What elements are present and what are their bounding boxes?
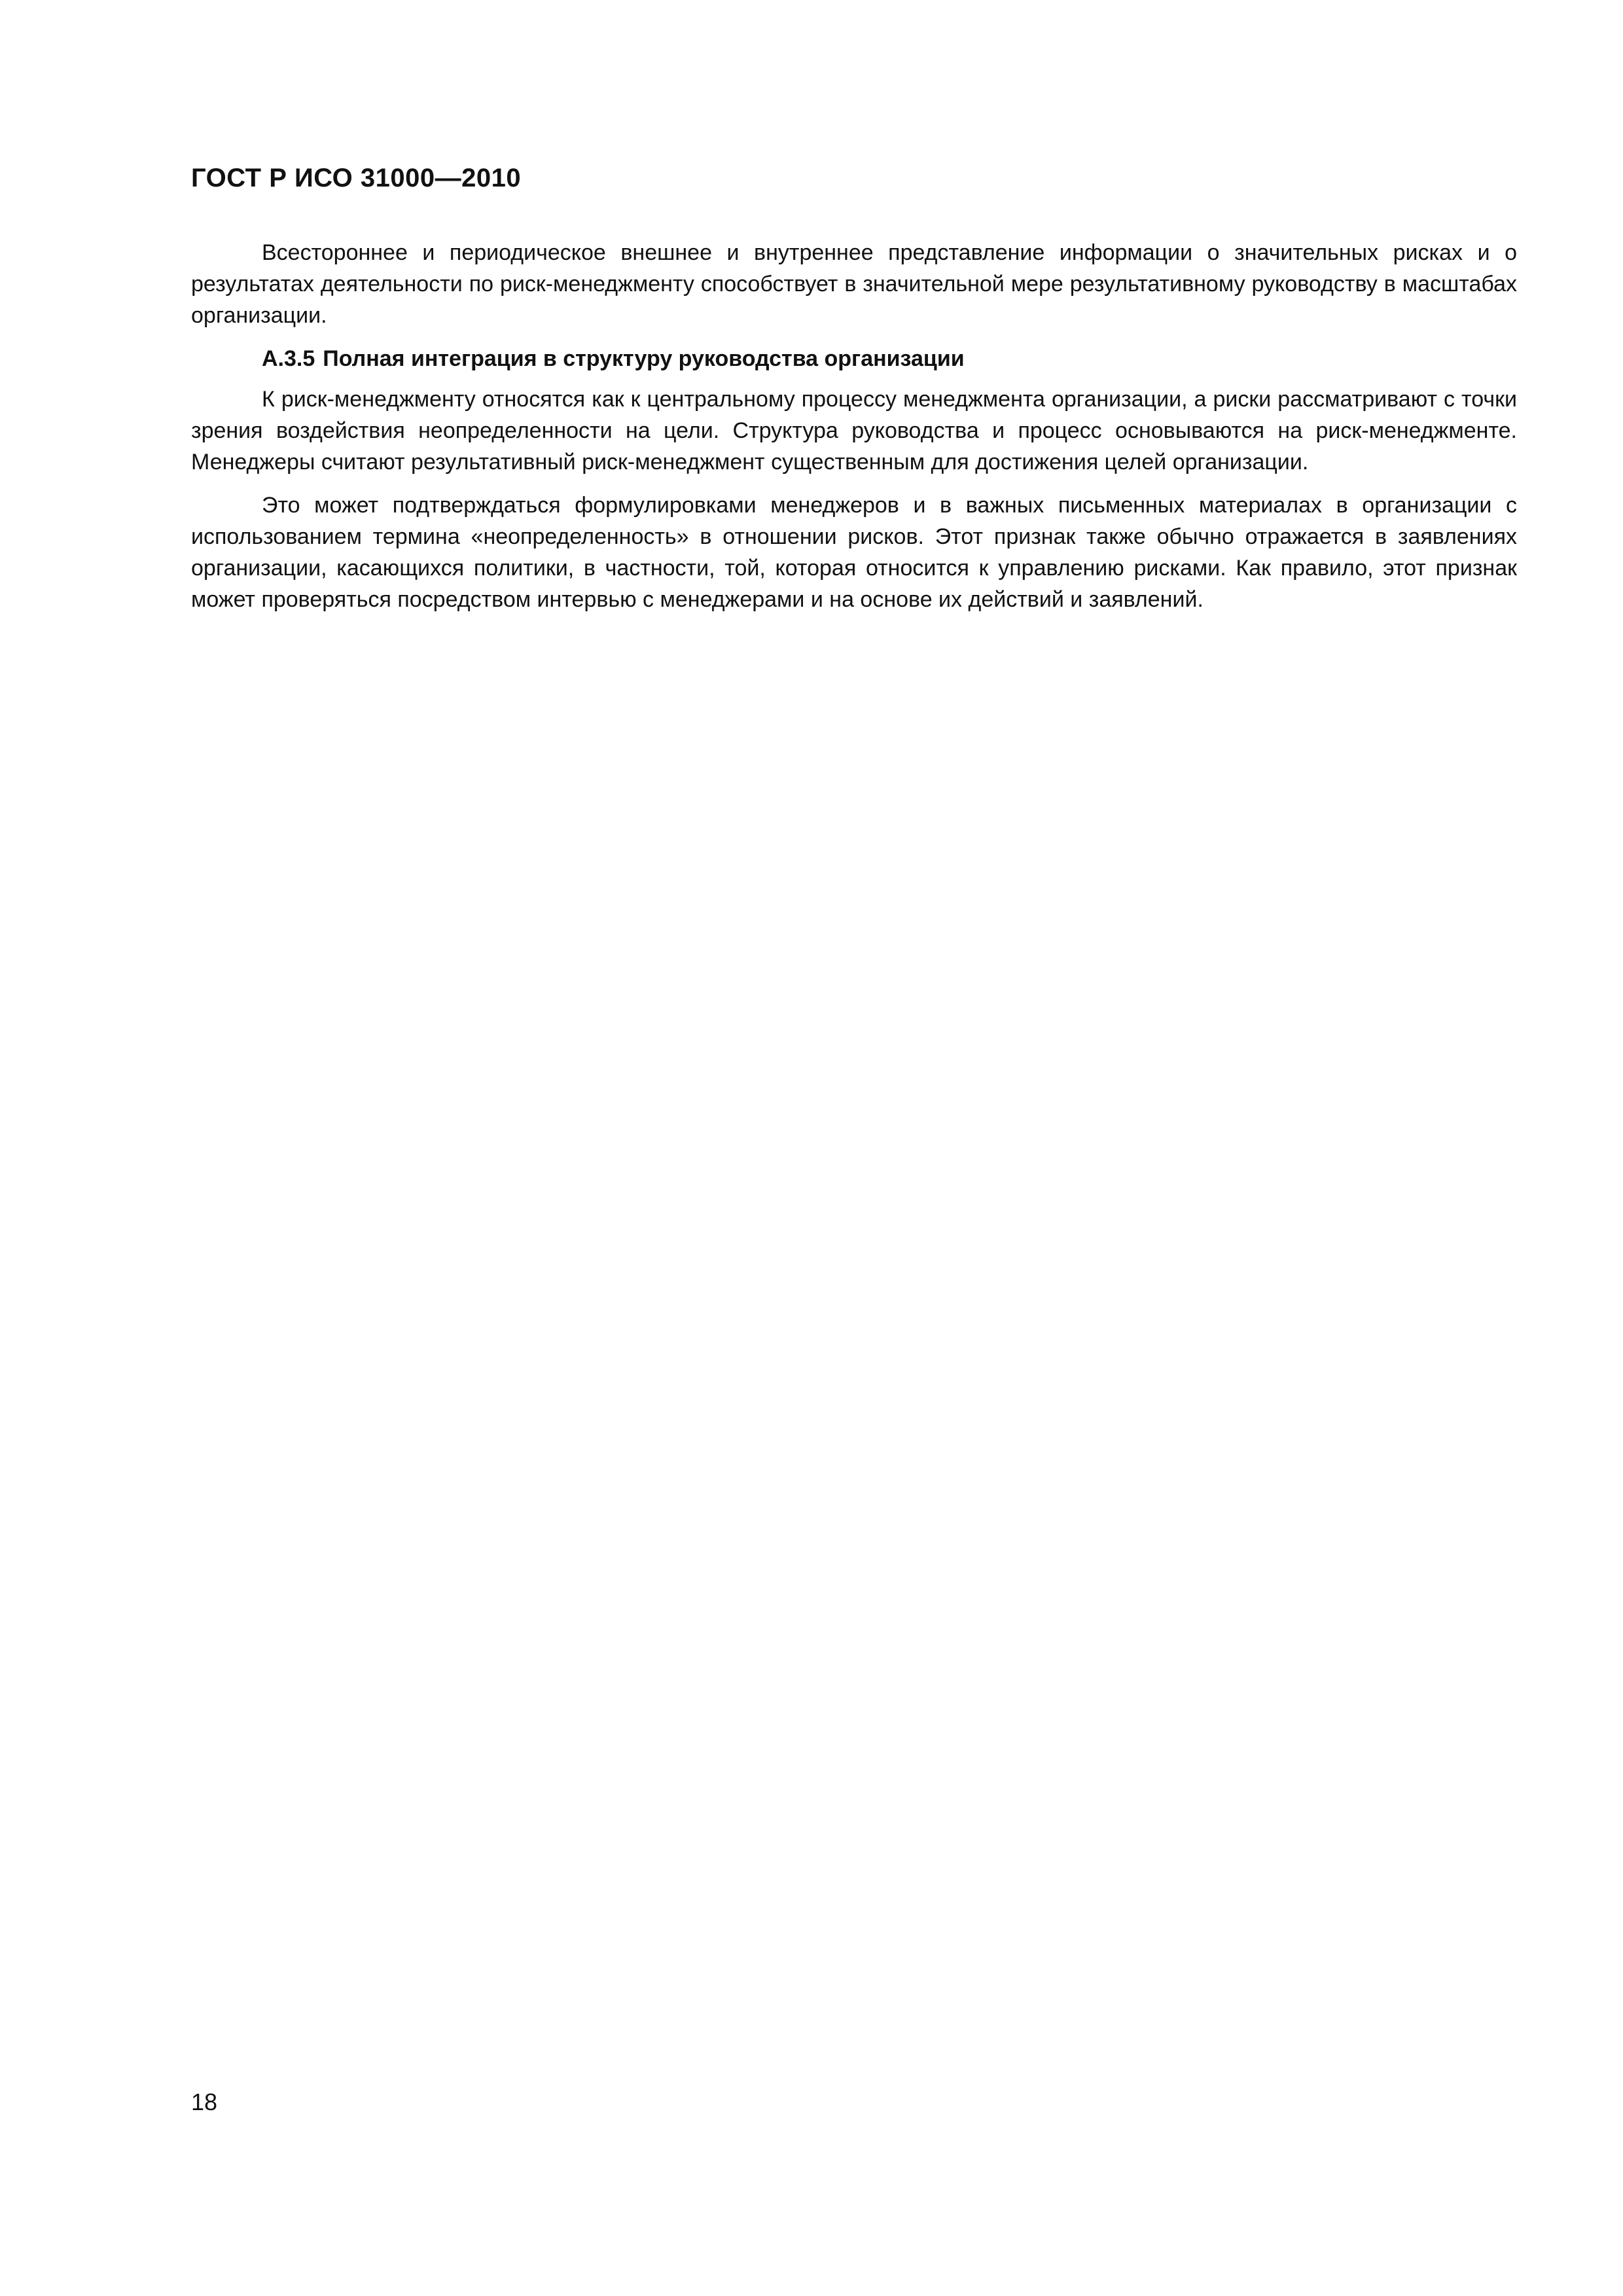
paragraph-integration: К риск-менеджменту относятся как к центральному процессу менеджмента организации, а риски рассматривают с точки зрения воздействия неопределенности на цели. Структура руководства и процесс основываются на риск-менеджменте. Менеджеры считают результативный риск-менеджмент существенным для достижения целей организации. (191, 387, 1517, 475)
section-title: Полная интеграция в структуру руководства организации (323, 346, 965, 371)
page-number: 18 (191, 2089, 218, 2115)
document-body (191, 237, 1517, 615)
section-heading (191, 343, 1517, 374)
section-number: А.3.5 (262, 346, 315, 371)
paragraph-reporting: Всестороннее и периодическое внешнее и внутреннее представление информации о значительных рисках и о результатах деятельности по риск-менеджменту способствует в значительной мере результативному руководству в масштабах организации. (191, 240, 1517, 328)
document-header: ГОСТ Р ИСО 31000—2010 (191, 164, 522, 192)
paragraph-evidence: Это может подтверждаться формулировками менеджеров и в важных письменных материалах в организации с использованием термина «неопределенность» в отношении рисков. Этот признак также обычно отражается в заявлениях организации, касающихся политики, в частности, той, которая относится к управлению рисками. Как правило, этот признак может проверяться посредством интервью с менеджерами и на основе их действий и заявлений. (191, 493, 1517, 612)
